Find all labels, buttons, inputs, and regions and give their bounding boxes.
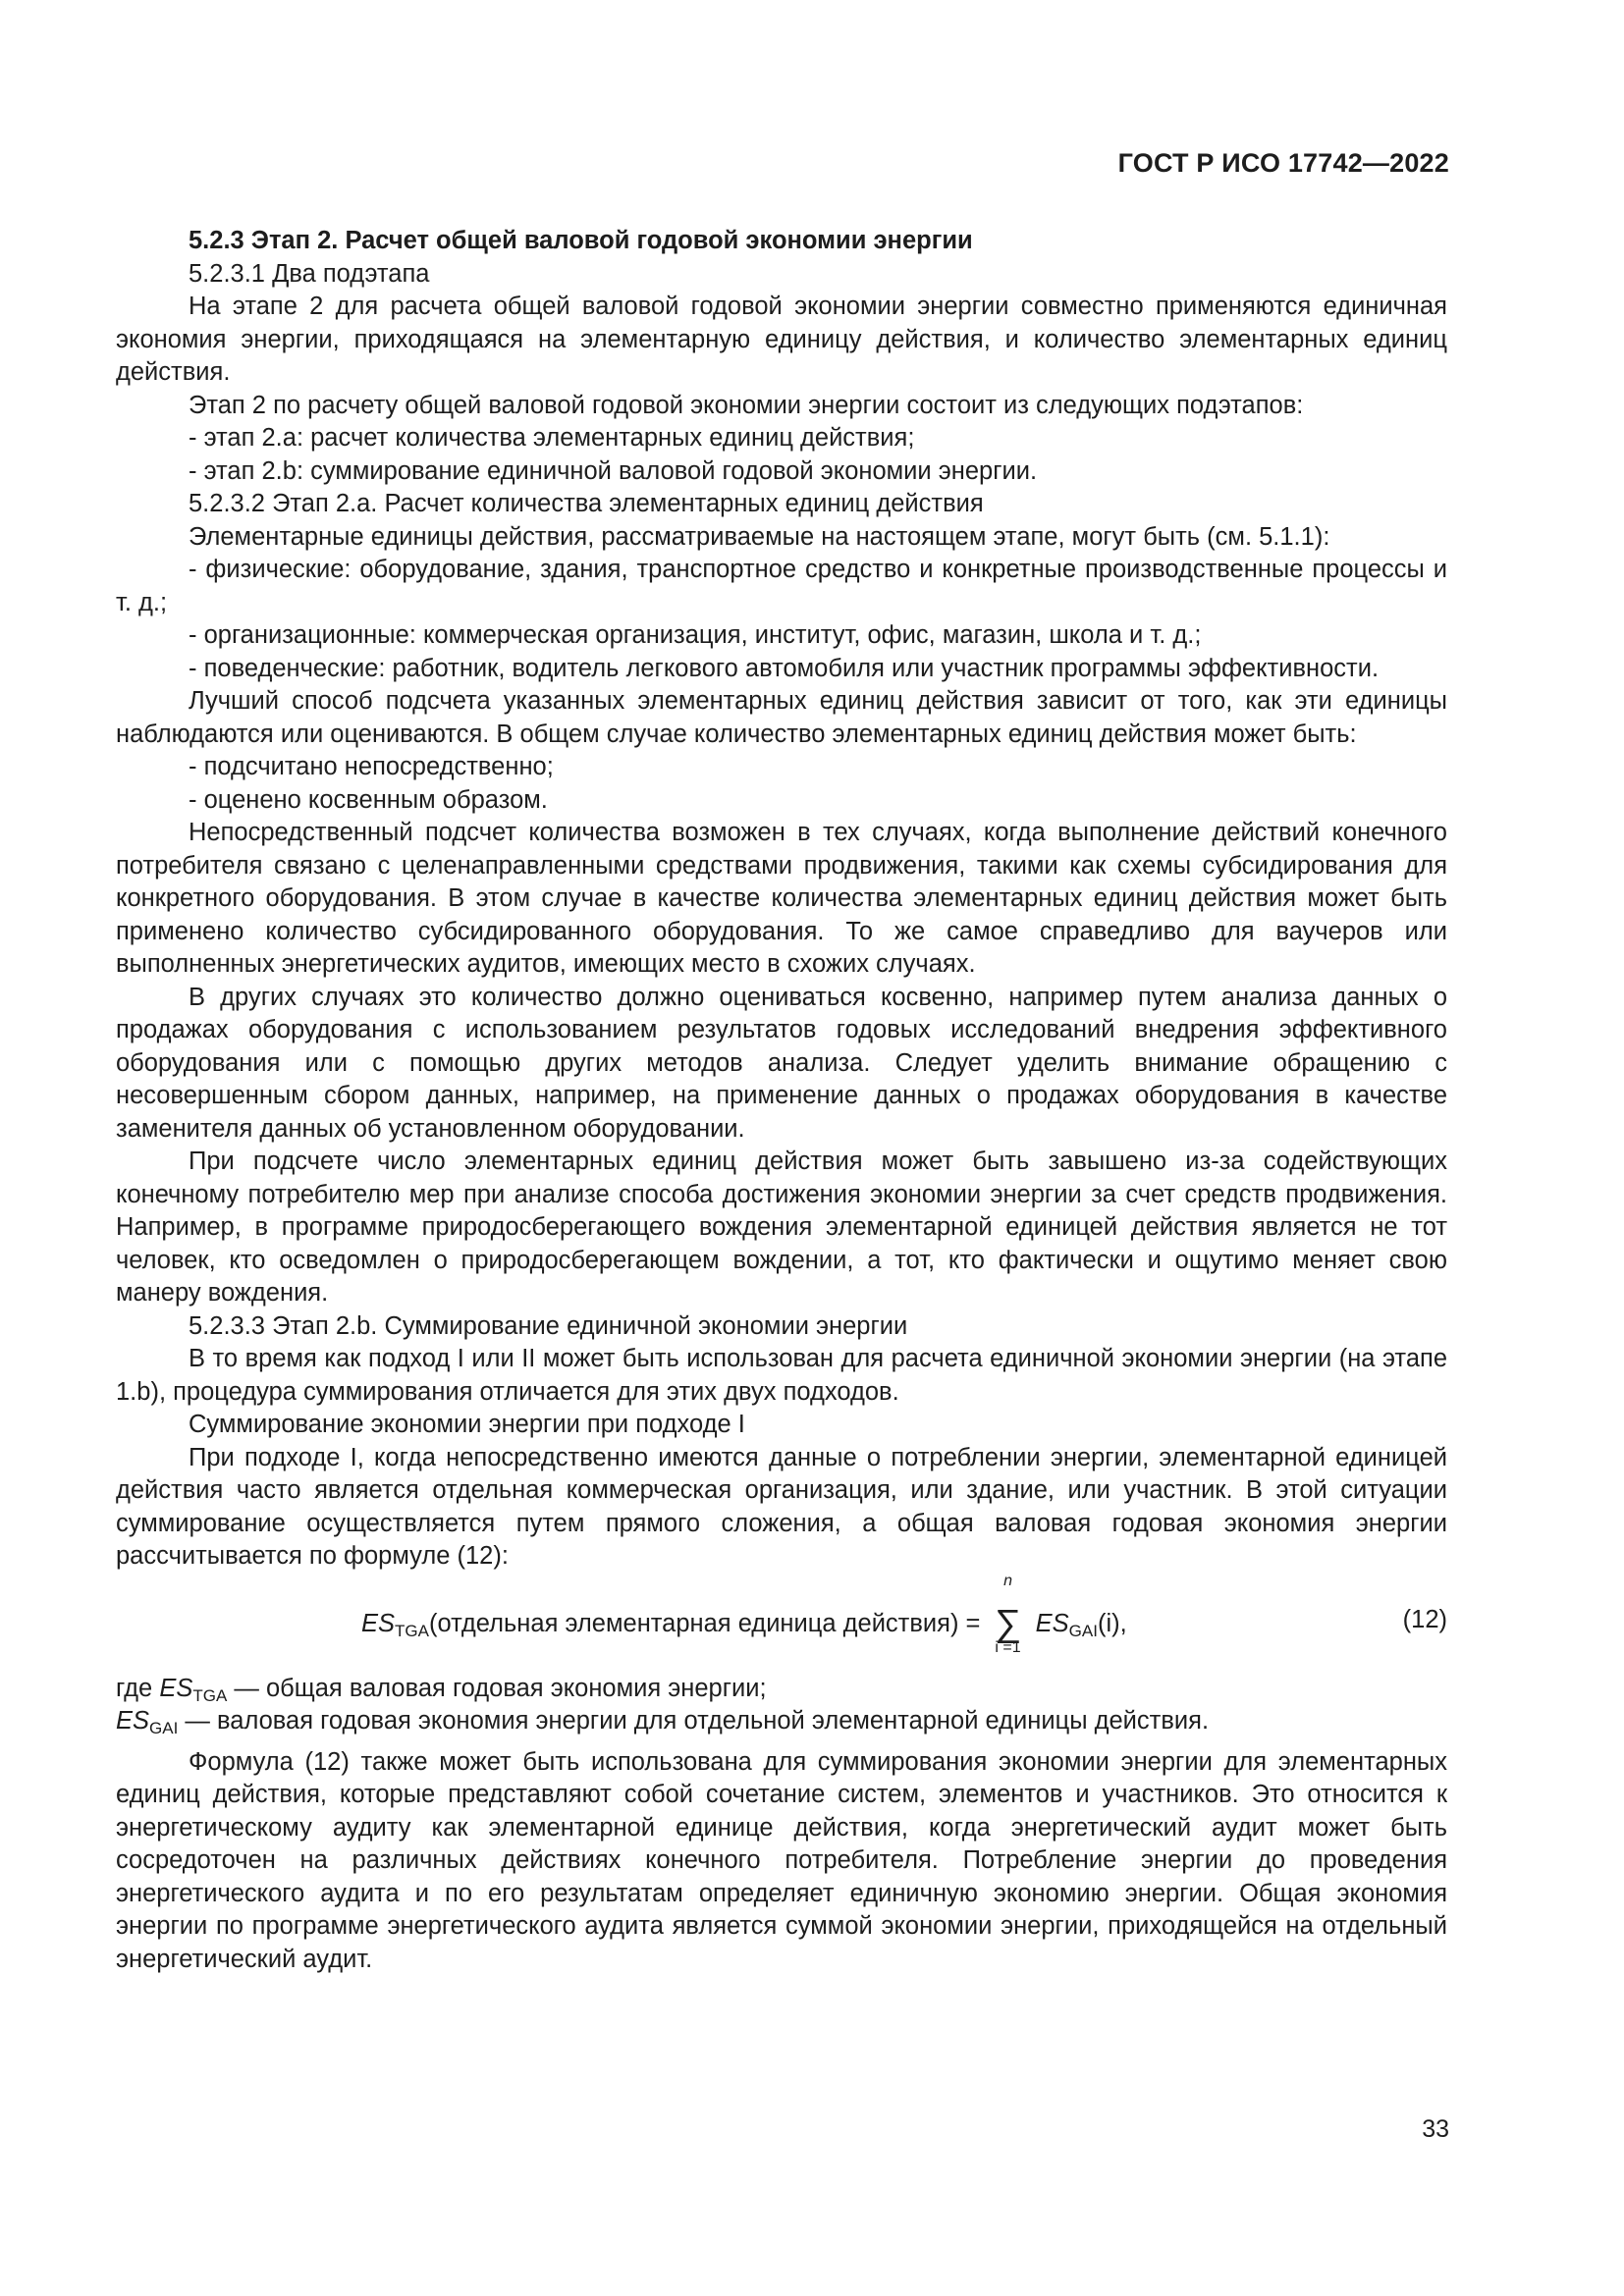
formula-rhs-symbol: ES xyxy=(1035,1609,1069,1637)
formula-rhs-argument: (i), xyxy=(1097,1609,1127,1637)
formula-12 xyxy=(116,1572,1447,1671)
paragraph: Элементарные единицы действия, рассматриваемые на настоящем этапе, могут быть (см. 5.1.1): xyxy=(189,522,1330,551)
paragraph: Непосредственный подсчет количества возможен в тех случаях, когда выполнение действий конечного потребителя связано с целенаправленными средствами продвижения, такими как схемы субсидирования для конкретного оборудования. В этом случае в качестве количества элементарных единиц действия может быть применено количество субсидированного оборудования. То же самое справедливо для ваучеров или выполненных энергетических аудитов, имеющих место в схожих случаях. xyxy=(116,819,1447,978)
where-symbol: ES xyxy=(116,1707,150,1735)
summation-lower-limit: i =1 xyxy=(995,1638,1021,1656)
page-number: 33 xyxy=(1422,2115,1449,2143)
formula-lhs-symbol: ES xyxy=(361,1609,396,1637)
paragraph: Суммирование экономии энергии при подходе I xyxy=(189,1411,745,1438)
where-definition xyxy=(116,1705,1447,1738)
paragraph: Формула (12) также может быть использована для суммирования экономии энергии для элементарных единиц действия, которые представляют собой сочетание систем, элементов и участников. Это относится к энергетическому аудиту как элементарной единице действия, когда энергетический аудит может быть сосредоточен на различных действиях конечного потребителя. Потребление энергии до проведения энергетического аудита и по его результатам определяет единичную экономию энергии. Общая экономия энергии по программе энергетического аудита является суммой экономии энергии, приходящейся на отдельный энергетический аудит. xyxy=(116,1747,1447,1973)
formula-lhs-subscript: TGA xyxy=(395,1621,429,1640)
subsection-title: 5.2.3.2 Этап 2.a. Расчет количества элементарных единиц действия xyxy=(189,490,984,517)
where-definition xyxy=(116,1673,1447,1706)
where-subscript: GAI xyxy=(149,1719,179,1737)
list-item: - подсчитано непосредственно; xyxy=(189,753,554,780)
formula-expression xyxy=(361,1572,1127,1656)
document-body xyxy=(116,225,1447,1976)
where-text: — общая валовая годовая экономия энергии; xyxy=(234,1674,767,1702)
paragraph: 5.2.3.1 Два подэтапа xyxy=(189,259,430,288)
list-item: - организационные: коммерческая организация, институт, офис, магазин, школа и т. д.; xyxy=(189,621,1202,649)
paragraph: При подходе I, когда непосредственно имеются данные о потреблении энергии, элементарной единицей действия часто является отдельная коммерческая организация, или здание, или участник. В этой ситуации суммирование осуществляется путем прямого сложения, а общая валовая годовая экономия энергии рассчитывается по формуле (12): xyxy=(116,1443,1447,1570)
sigma-icon: ∑ xyxy=(994,1602,1022,1644)
summation-upper-limit: n xyxy=(1003,1572,1012,1589)
paragraph: На этапе 2 для расчета общей валовой годовой экономии энергии совместно применяются единичная экономия энергии, приходящаяся на элементарную единицу действия, и количество элементарных единиц действия. xyxy=(116,293,1447,386)
paragraph: В других случаях это количество должно оцениваться косвенно, например путем анализа данных о продажах оборудования с использованием результатов годовых исследований внедрения эффективного оборудования или с помощью других методов анализа. Следует уделить внимание обращению с несовершенным сбором данных, например, на применение данных о продажах оборудования в качестве заменителя данных об установленном оборудовании. xyxy=(116,983,1447,1143)
paragraph: При подсчете число элементарных единиц действия может быть завышено из-за содействующих конечному потребителю мер при анализе способа достижения экономии энергии за счет средств продвижения. Например, в программе природосберегающего вождения элементарной единицей действия является не тот человек, кто осведомлен о природосберегающем вождении, а тот, кто фактически и ощутимо меняет свою манеру вождения. xyxy=(116,1148,1447,1307)
formula-lhs-text: (отдельная элементарная единица действия) = xyxy=(428,1609,981,1637)
list-item: - этап 2.a: расчет количества элементарных единиц действия; xyxy=(189,424,915,452)
summation-operator xyxy=(992,1572,1025,1656)
list-item: - оценено косвенным образом. xyxy=(189,785,548,814)
list-item: - физические: оборудование, здания, транспортное средство и конкретные производственные процессы и т. д.; xyxy=(116,556,1447,616)
paragraph: Лучший способ подсчета указанных элементарных единиц действия зависит от того, как эти единицы наблюдаются или оцениваются. В общем случае количество элементарных единиц действия может быть: xyxy=(116,687,1447,748)
document-header-code: ГОСТ Р ИСО 17742—2022 xyxy=(1117,148,1449,178)
section-title: 5.2.3 Этап 2. Расчет общей валовой годовой экономии энергии xyxy=(189,227,973,254)
list-item: - этап 2.b: суммирование единичной валовой годовой экономии энергии. xyxy=(189,456,1038,485)
where-lead: где xyxy=(116,1674,153,1702)
where-symbol: ES xyxy=(159,1674,193,1702)
paragraph: Этап 2 по расчету общей валовой годовой экономии энергии состоит из следующих подэтапов: xyxy=(189,391,1304,419)
where-subscript: TGA xyxy=(192,1685,228,1705)
subsection-title: 5.2.3.3 Этап 2.b. Суммирование единичной экономии энергии xyxy=(189,1311,908,1340)
formula-number: (12) xyxy=(1402,1605,1447,1633)
list-item: - поведенческие: работник, водитель легкового автомобиля или участник программы эффективности. xyxy=(189,654,1380,682)
paragraph: В то время как подход I или II может быть использован для расчета единичной экономии энергии (на этапе 1.b), процедура суммирования отличается для этих двух подходов. xyxy=(116,1345,1447,1406)
where-text: — валовая годовая экономия энергии для отдельной элементарной единицы действия. xyxy=(185,1707,1210,1735)
formula-rhs-subscript: GAI xyxy=(1068,1621,1098,1640)
